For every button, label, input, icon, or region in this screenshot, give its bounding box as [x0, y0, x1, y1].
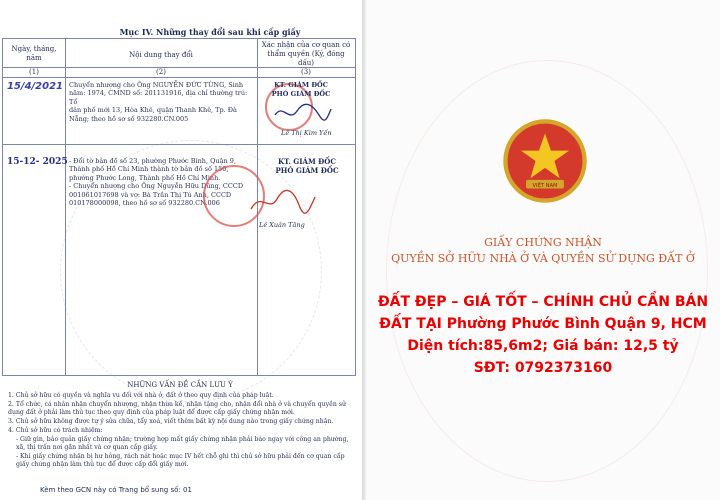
ad-location: ĐẤT TẠI Phường Phước Bình Quận 9, HCM: [379, 316, 707, 332]
row-authority: KT. GIÁM ĐỐC PHÓ GIÁM ĐỐC: [275, 157, 339, 175]
row-date: 15/4/2021: [7, 81, 64, 92]
signature: [247, 187, 317, 217]
content-line: 001061017698 và vợ: Bà Trần Thị Tú Anh, CCCD: [69, 190, 232, 199]
column-index: (2): [156, 68, 166, 76]
section-title: Mục IV. Những thay đổi sau khi cấp giấy: [119, 27, 301, 37]
changes-table: [2, 38, 356, 376]
content-line: - Chuyển nhượng cho Ông Nguyễn Hữu Dũng, CCCD: [69, 182, 244, 191]
content-line: - Đổi tờ bản đồ số 23, phường Phước Bình, Quận 9,: [69, 157, 236, 165]
content-line: phường Phước Long, Thành phố Hồ Chí Minh.: [69, 173, 221, 182]
ad-phone: SĐT: 0792373160: [473, 360, 613, 376]
header-date: Ngày, tháng, năm: [11, 45, 57, 62]
note-item: 2. Tổ chức, cá nhân nhận chuyển nhượng, nhận thừa kế, nhận tặng cho, nhận đổi nhà ở và chuyển quyền sử dụng đất ở phải làm thủ tục theo quy định của pháp luật để được cấp giấy chứng nhận mới.: [8, 401, 347, 416]
row-authority: KT. GIÁM ĐỐC PHÓ GIÁM ĐỐC: [271, 81, 331, 98]
notes-title: NHỮNG VẤN ĐỀ CẦN LƯU Ý: [127, 381, 233, 389]
note-item: 1. Chủ sở hữu có quyền và nghĩa vụ đối với nhà ở, đất ở theo quy định của pháp luật.: [8, 392, 274, 399]
content-line: 010178000098, theo hồ sơ số 932280.CN.006: [69, 199, 220, 208]
header-content: Nội dung thay đổi: [129, 51, 193, 59]
note-item: - Khi giấy chứng nhận bị hư hỏng, rách nát hoặc mục IV hết chỗ ghi thì chủ sở hữu phải đến cơ quan cấp giấy chứng nhận làm thủ tục để được cấp đổi giấy mới.: [16, 453, 345, 468]
content-line: Chuyển nhượng cho Ông NGUYỄN ĐỨC TÙNG, Sinh: [69, 81, 244, 89]
row-signer: Lê Thị Kim Yến: [281, 129, 332, 137]
note-item: 3. Chủ sở hữu không được tự ý sửa chữa, tẩy xoá, viết thêm bất kỳ nội dung nào trong giấy chứng nhận.: [8, 418, 334, 425]
row-signer: Lê Xuân Tăng: [259, 221, 305, 229]
content-line: dân phố mới 13, Hòa Khê, quận Thanh Khê, Tp. Đà: [69, 106, 237, 115]
national-emblem-icon: [502, 118, 588, 204]
column-index: (3): [301, 68, 311, 76]
signature: [273, 101, 333, 123]
notes-list: [8, 392, 358, 470]
row-date: 15-12- 2025: [7, 157, 68, 167]
footer-note: Kèm theo GCN này có Trang bổ sung số: 01: [40, 486, 192, 494]
column-index: (1): [29, 68, 39, 76]
certificate-title: [366, 236, 720, 265]
content-line: Nẵng; theo hồ sơ số 932280.CN.005: [69, 114, 189, 123]
note-item: - Giữ gìn, bảo quản giấy chứng nhận; trường hợp mất giấy chứng nhận phải báo ngay với công an phường, xã, thị trấn nơi gần nhất và cơ quan cấp giấy.: [16, 436, 349, 451]
header-confirm: Xác nhận của cơ quan có thẩm quyền (Ký, đóng dấu): [261, 41, 351, 67]
row-content: [69, 81, 255, 123]
note-item: 4. Chủ sở hữu có trách nhiệm:: [8, 427, 103, 434]
content-line: năm: 1974, CMND số: 201131916, địa chỉ thường trú: Tổ: [69, 89, 248, 106]
emblem-text: VIỆT NAM: [532, 182, 558, 189]
certificate-title-line: QUYỀN SỞ HỮU NHÀ Ở VÀ QUYỀN SỬ DỤNG ĐẤT Ở: [391, 252, 695, 265]
table-divider: [3, 144, 355, 145]
ad-area-price: Diện tích:85,6m2; Giá bán: 12,5 tỷ: [407, 338, 679, 354]
certificate-title-line: GIẤY CHỨNG NHẬN: [484, 236, 602, 249]
content-line: Thành phố Hồ Chí Minh thành tờ bản đồ số 150,: [69, 165, 229, 174]
ad-headline: ĐẤT ĐẸP – GIÁ TỐT – CHÍNH CHỦ CẦN BÁN: [377, 294, 709, 310]
table-divider: [3, 77, 355, 78]
table-divider: [65, 39, 66, 375]
